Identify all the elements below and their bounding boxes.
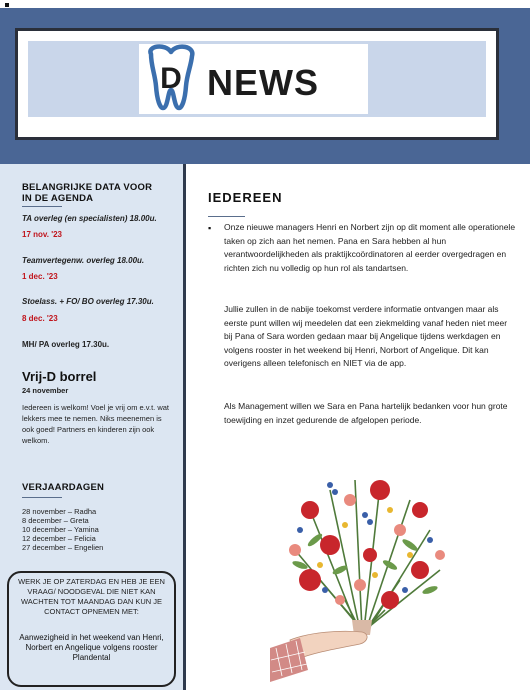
event-3-text: Stoelass. + FO/ BO overleg 17.30u. — [22, 297, 154, 306]
event-3-date: 8 dec. '23 — [22, 314, 58, 323]
newsletter-header — [0, 8, 530, 164]
article-title: IEDEREEN — [208, 190, 283, 205]
event-2-date: 1 dec. '23 — [22, 272, 58, 281]
borrel-date: 24 november — [22, 386, 69, 395]
article-paragraph-1: Onze nieuwe managers Henri en Norbert zijn op dit moment alle operationele taken op zich aan het nemen. Pana en Sara hebben al hun verantwoordelijkheden als praktijkcoördinatoren al eerder overgedragen en richten zich nu volledig op hun rol als tandartsen. — [224, 222, 516, 273]
flower-bouquet-illustration — [270, 470, 460, 685]
borrel-text: Iedereen is welkom! Voel je vrij om e.v.t. wat lekkers mee te nemen. Niks meenemen is ook goed! Partners en kinderen zijn ook welkom. — [22, 403, 170, 445]
event-1-text: TA overleg (en specialisten) 18.00u. — [22, 214, 157, 223]
header-band — [28, 41, 486, 117]
dates-heading: BELANGRIJKE DATA VOOR IN DE AGENDA — [22, 182, 153, 204]
callout-question: WERK JE OP ZATERDAG EN HEB JE EEN VRAAG/ NOODGEVAL DIE NIET KAN WACHTEN TOT MAANDAG DAN KUN JE CONTACT OPNEMEN MET: — [18, 577, 165, 616]
birthdays-heading: VERJAARDAGEN — [22, 482, 105, 493]
birthday-item: 10 december – Yamina — [22, 525, 99, 534]
birthday-item: 28 november – Radha — [22, 507, 97, 516]
article-paragraph-3: Als Management willen we Sara en Pana hartelijk bedanken voor hun grote toewijding en inzet gedurende de afgelopen periode. — [224, 401, 508, 425]
birthday-item: 12 december – Felicia — [22, 534, 96, 543]
borrel-title: Vrij-D borrel — [22, 369, 97, 384]
weekend-contact-callout — [7, 571, 176, 687]
logo-word: NEWS — [207, 62, 319, 103]
header-frame — [15, 28, 499, 140]
birthdays-heading-rule — [22, 497, 62, 498]
logo-letter: D — [160, 62, 182, 95]
article-paragraph-2: Jullie zullen in de nabije toekomst verdere informatie ontvangen maar als eerste punt willen wij meedelen dat een ziekmelding vanaf heden niet meer bij Pana of Sara worden gedaan maar bij Angelique tijdens werkdagen en volgens rooster in het weekend bij Henri, Norbort of Angelique. Dit kan overigens alleen telefonisch en NIET via de app. — [224, 304, 508, 368]
event-2-text: Teamvertegenw. overleg 18.00u. — [22, 256, 145, 265]
bullet-icon: ▪ — [208, 223, 212, 233]
callout-answer: Aanwezigheid in het weekend van Henri, Norbert en Angelique volgens rooster Plandental — [19, 633, 164, 662]
dnews-logo — [139, 44, 368, 114]
birthday-item: 8 december – Greta — [22, 516, 89, 525]
dates-heading-rule — [22, 206, 62, 207]
birthday-item: 27 december – Engelien — [22, 543, 104, 552]
mh-pa-meeting: MH/ PA overleg 17.30u. — [22, 340, 110, 349]
article-title-rule — [208, 216, 245, 217]
event-1-date: 17 nov. '23 — [22, 230, 62, 239]
page-marker — [5, 3, 9, 7]
